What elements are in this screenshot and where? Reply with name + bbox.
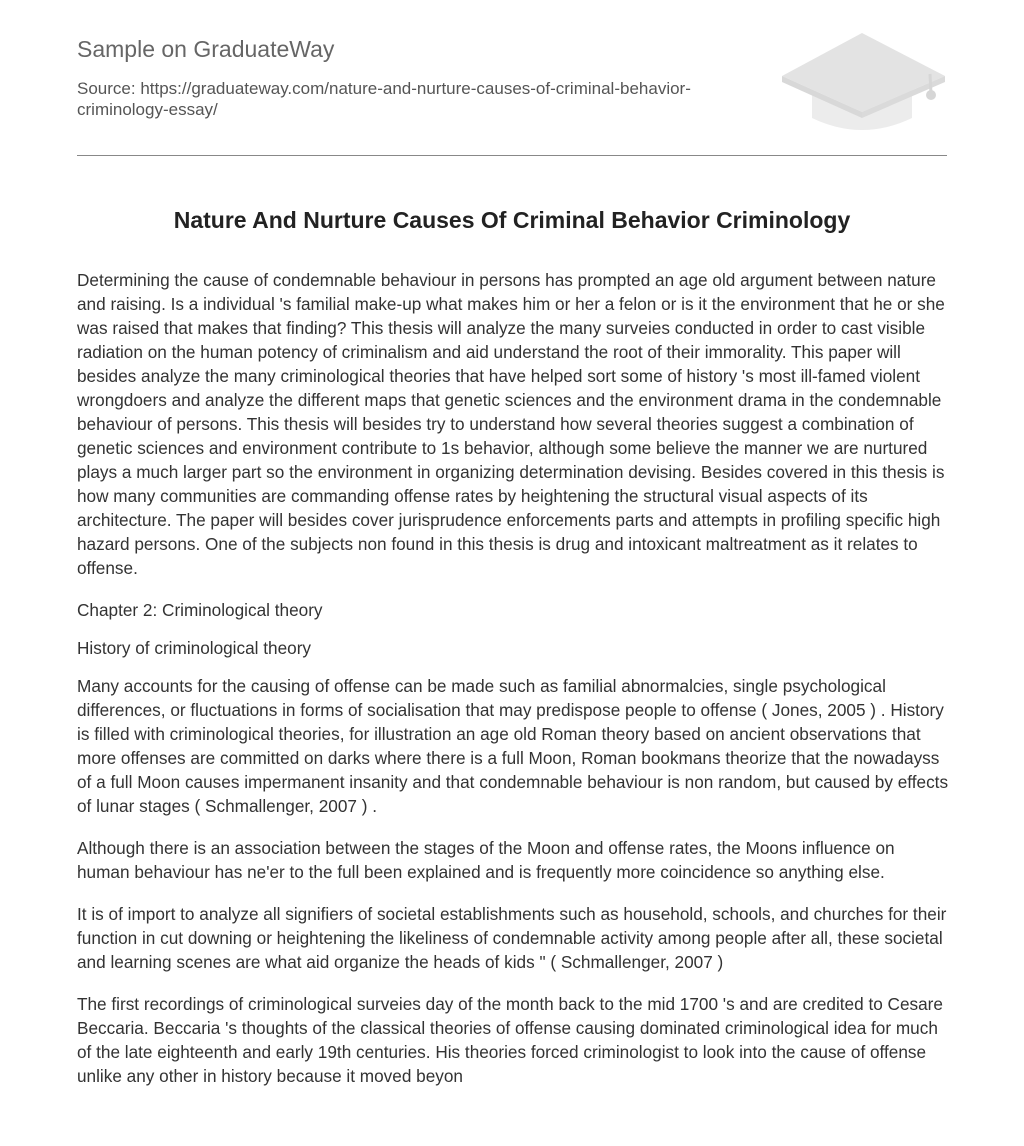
chapter-heading: Chapter 2: Criminological theory xyxy=(77,600,323,620)
graduation-cap-icon xyxy=(780,30,950,135)
source-line xyxy=(77,78,757,120)
document-title: Nature And Nurture Causes Of Criminal Behavior Criminology xyxy=(173,207,851,233)
paragraph-moon: Although there is an association between the stages of the Moon and offense rates, the Moons influence on human behaviour has ne'er to the full been explained and is frequently more coincidence so anything else. xyxy=(77,838,895,882)
page-header xyxy=(77,30,947,156)
source-label: Source: xyxy=(77,79,136,98)
section-heading: History of criminological theory xyxy=(77,638,312,658)
paragraph-theories: Many accounts for the causing of offense can be made such as familial abnormalcies, single psychological differences, or fluctuations in forms of socialisation that may predispose people to offense ( Jones, 2005 ) . History is filled with criminological theories, for illustration an age old Roman theory based on ancient observations that more offenses are committed on darks where there is a full Moon, Roman bookmans theorize that the nowadayss of a full Moon causes impermanent insanity and that condemnable behaviour is non random, but caused by effects of lunar stages ( Schmallenger, 2007 ) . xyxy=(77,676,949,816)
document-body xyxy=(77,268,949,1106)
paragraph-intro: Determining the cause of condemnable behaviour in persons has prompted an age old argument between nature and raising. Is a individual 's familial make-up what makes him or her a felon or is it the environment that he or she was raised that makes that finding? This thesis will analyze the many surveies conducted in order to cast visible radiation on the human potency of criminalism and aid understand the root of their immorality. This paper will besides analyze the many criminological theories that have helped sort some of history 's most ill-famed violent wrongdoers and analyze the different maps that genetic sciences and the environment drama in the condemnable behaviour of persons. This thesis will besides try to understand how several theories suggest a combination of genetic sciences and environment contribute to 1s behavior, although some believe the manner we are nurtured plays a much larger part so the environment in organizing determination devising. Besides covered in this thesis is how many communities are commanding offense rates by heightening the structural visual aspects of its architecture. The paper will besides cover jurisprudence enforcements parts and attempts in profiling specific high hazard persons. One of the subjects non found in this thesis is drug and intoxicant maltreatment as it relates to offense. xyxy=(77,270,945,578)
paragraph-beccaria: The first recordings of criminological surveies day of the month back to the mid 1700 's and are credited to Cesare Beccaria. Beccaria 's thoughts of the classical theories of offense causing dominated criminological idea for much of the late eighteenth and early 19th centuries. His theories forced criminologist to look into the cause of offense unlike any other in history because it moved beyon xyxy=(77,994,943,1086)
paragraph-institutions: It is of import to analyze all signifiers of societal establishments such as household, schools, and churches for their function in cut downing or heightening the likeliness of condemnable activity among people after all, these societal and learning scenes are what aid organize the heads of kids " ( Schmallenger, 2007 ) xyxy=(77,904,947,972)
source-link[interactable]: https://graduateway.com/nature-and-nurture-causes-of-criminal-behavior-criminology-essay/ xyxy=(77,79,691,119)
header-divider xyxy=(77,155,947,156)
site-title: Sample on GraduateWay xyxy=(77,36,335,62)
